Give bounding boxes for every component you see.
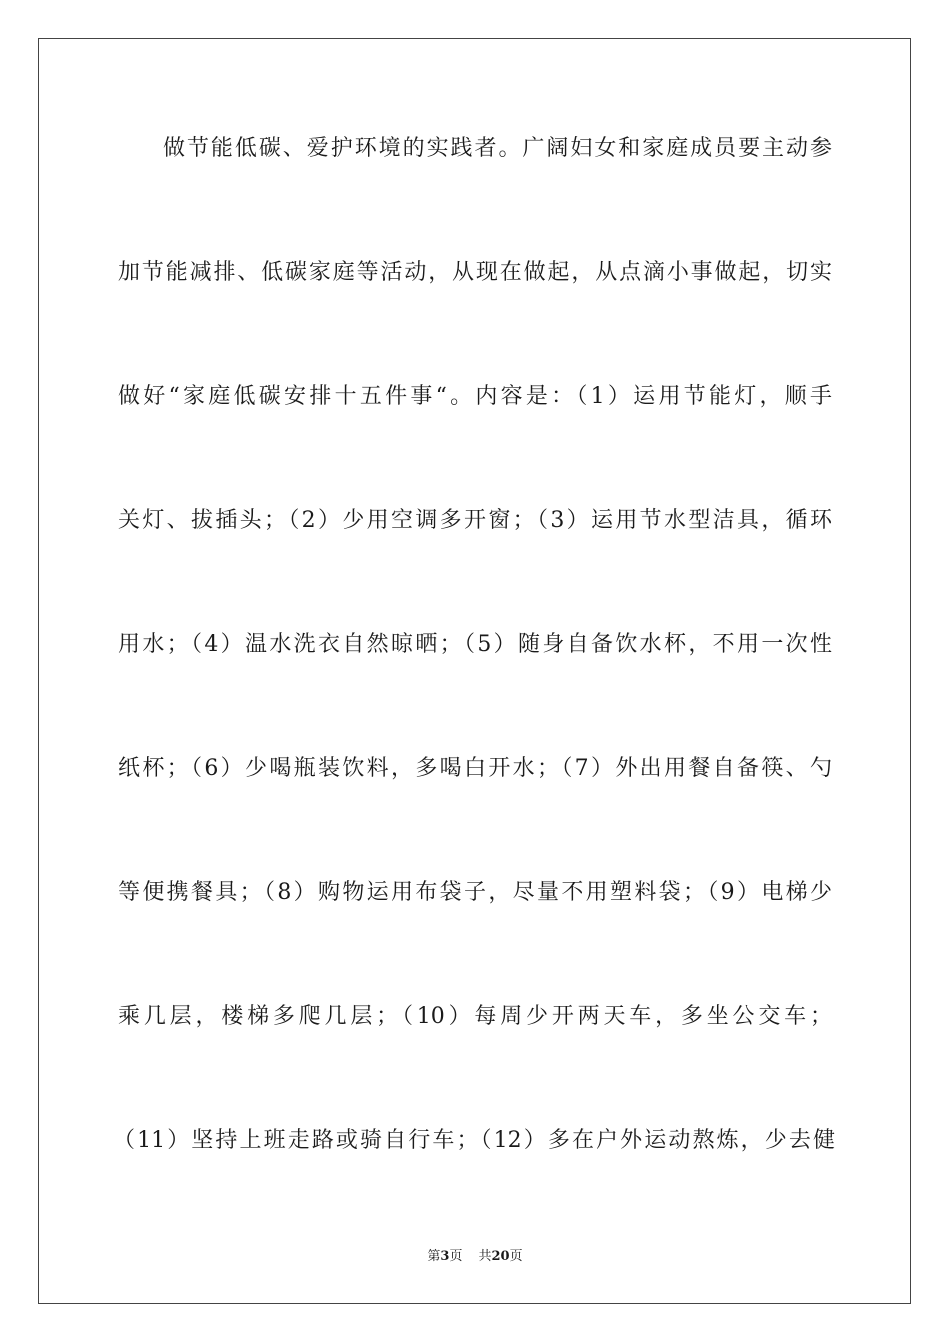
body-text-line: （11）坚持上班走路或骑自行车；（12）多在户外运动熬炼，少去健 [113,1128,835,1153]
page-footer [0,1247,950,1267]
total-pages: 20 [491,1249,510,1264]
body-text-line: 纸杯；（6）少喝瓶装饮料，多喝白开水；（7）外出用餐自备筷、勺 [118,756,832,781]
body-text-line: 用水；（4）温水洗衣自然晾晒；（5）随身自备饮水杯，不用一次性 [118,632,832,657]
body-text-line: 做好“家庭低碳安排十五件事“。内容是：（1）运用节能灯，顺手 [118,384,832,409]
page-label-suffix: 页 [449,1249,463,1264]
page-frame [38,38,911,1304]
page-label-prefix: 第 [427,1249,441,1264]
body-text-line: 做节能低碳、爱护环境的实践者。广阔妇女和家庭成员要主动参 [163,136,832,161]
total-label-suffix: 页 [509,1249,523,1264]
total-label-prefix: 共 [478,1249,492,1264]
body-text-line: 乘几层，楼梯多爬几层；（10）每周少开两天车，多坐公交车； [118,1004,832,1029]
body-text-line: 等便携餐具；（8）购物运用布袋子，尽量不用塑料袋；（9）电梯少 [118,880,832,905]
page-number: 3 [440,1249,450,1264]
body-text-line: 加节能减排、低碳家庭等活动，从现在做起，从点滴小事做起，切实 [118,260,832,285]
body-text-line: 关灯、拔插头；（2）少用空调多开窗；（3）运用节水型洁具，循环 [118,508,832,533]
